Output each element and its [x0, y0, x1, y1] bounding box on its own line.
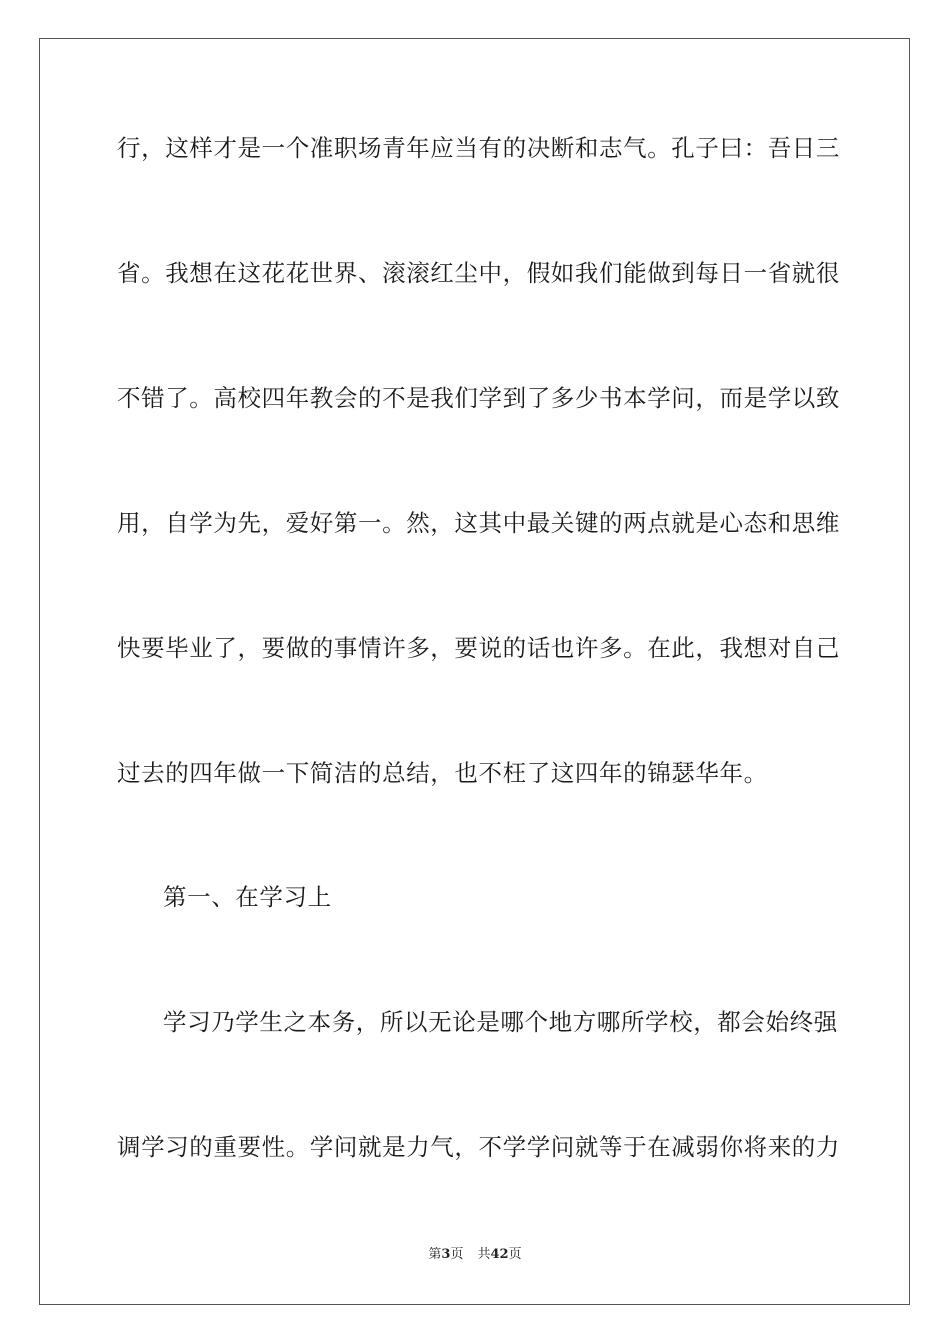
section-heading: 第一、在学习上 [163, 883, 332, 911]
page-prefix: 第 [428, 1247, 442, 1262]
total-prefix: 共 [477, 1247, 491, 1262]
body-text-line: 快要毕业了，要做的事情许多，要说的话也许多。在此，我想对自己 [117, 634, 840, 662]
body-text-line: 用，自学为先，爱好第一。然，这其中最关键的两点就是心态和思维 [117, 509, 840, 537]
page-suffix: 页 [450, 1247, 464, 1262]
page-number: 3 [441, 1247, 451, 1262]
total-suffix: 页 [508, 1247, 522, 1262]
body-text-line: 行，这样才是一个准职场青年应当有的决断和志气。孔子曰：吾日三 [117, 134, 840, 162]
body-text-line: 学习乃学生之本务，所以无论是哪个地方哪所学校，都会始终强 [163, 1008, 838, 1036]
total-pages: 42 [490, 1247, 509, 1262]
page-border [39, 38, 910, 1305]
body-text-line: 省。我想在这花花世界、滚滚红尘中，假如我们能做到每日一省就很 [117, 259, 840, 287]
body-text-line: 过去的四年做一下简洁的总结，也不枉了这四年的锦瑟华年。 [117, 759, 768, 787]
body-text-line: 不错了。高校四年教会的不是我们学到了多少书本学问，而是学以致 [117, 384, 840, 412]
page-footer [0, 1246, 950, 1264]
body-text-line: 调学习的重要性。学问就是力气，不学学问就等于在减弱你将来的力 [117, 1133, 840, 1161]
